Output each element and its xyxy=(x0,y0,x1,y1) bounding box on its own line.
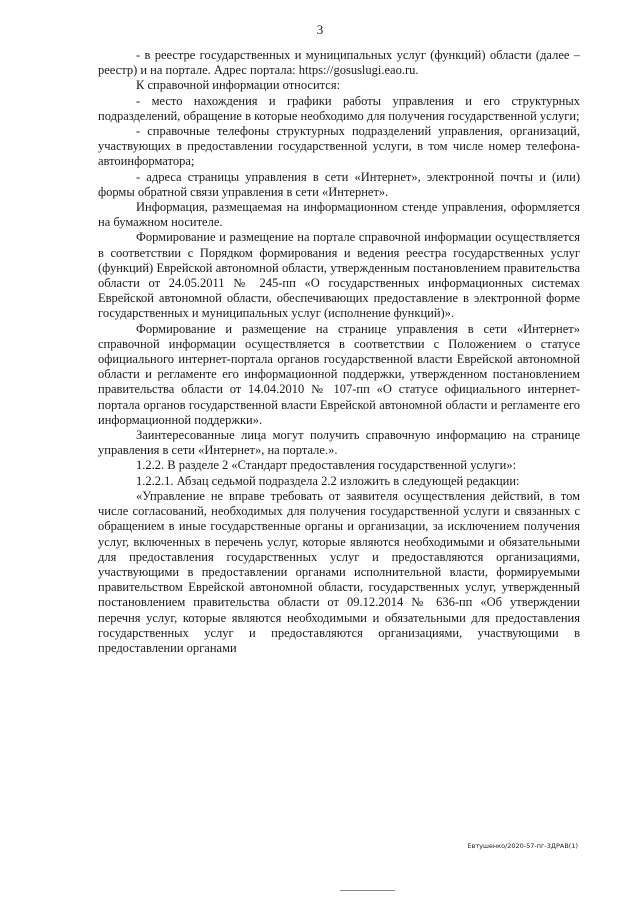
paragraph: Информация, размещаемая на информационном стенде управления, оформляется на бумажном носителе. xyxy=(98,200,580,230)
paragraph: 1.2.2.1. Абзац седьмой подраздела 2.2 изложить в следующей редакции: xyxy=(136,473,520,488)
paragraph: - адреса страницы управления в сети «Интернет», электронной почты и (или) формы обратной связи управления в сети «Интернет». xyxy=(98,169,580,199)
document-body xyxy=(98,48,580,656)
paragraph: - место нахождения и графики работы управления и его структурных подразделений, обращение в которые необходимо для получения государственной услуги; xyxy=(98,93,580,123)
paragraph: К справочной информации относится: xyxy=(136,78,341,93)
paragraph: - в реестре государственных и муниципальных услуг (функций) области (далее – реестр) и на портале. Адрес портала: https://gosuslugi.eao.ru. xyxy=(98,48,580,78)
paragraph: «Управление не вправе требовать от заявителя осуществления действий, в том числе согласований, необходимых для получения государственной услуги и связанных с обращением в иные государственные органы и организации, за исключением получения услуг, включенных в перечень услуг, которые являются необходимыми и обязательными для предоставления государственных услуг и предоставляются организациями, участвующими в предоставлении органами исполнительной власти, формируемыми правительством Еврейской автономной области, государственных услуг, утвержденный постановлением правительства области от 09.12.2014 № 636-пп «Об утверждении перечня услуг, которые являются необходимыми и обязательными для предоставления государственных услуг и предоставляются организациями, участвующими в предоставлении органами xyxy=(98,488,580,655)
paragraph: Заинтересованные лица могут получить справочную информацию на странице управления в сети «Интернет», на портале.». xyxy=(98,428,580,458)
paragraph: Формирование и размещение на странице управления в сети «Интернет» справочной информации осуществляется в соответствии с Положением о статусе официального интернет-портала органов государственной власти Еврейской автономной области и регламенте его информационной поддержки, утвержденном постановлением правительства области от 14.04.2010 № 107-пп «О статусе официального интернет-портала органов государственной власти Еврейской автономной области и регламенте его информационной поддержки». xyxy=(98,321,580,427)
paragraph: - справочные телефоны структурных подразделений управления, организаций, участвующих в предоставлении государственной услуги, в том числе номер телефона-автоинформатора; xyxy=(98,124,580,169)
paragraph: Формирование и размещение на портале справочной информации осуществляется в соответствии с Порядком формирования и ведения реестра государственных услуг (функций) Еврейской автономной области, утвержденным постановлением правительства области от 24.05.2011 № 245-пп «О государственных информационных системах Еврейской автономной области, обеспечивающих предоставление в электронной форме государственных и муниципальных услуг (исполнение функций)». xyxy=(98,230,580,321)
page-number: 3 xyxy=(316,22,324,37)
document-code: Евтушенко/2020-57-пг-3ДРАВ(1) xyxy=(467,842,578,850)
paragraph: 1.2.2. В разделе 2 «Стандарт предоставления государственной услуги»: xyxy=(136,458,517,473)
scan-artifact-line xyxy=(340,890,395,891)
